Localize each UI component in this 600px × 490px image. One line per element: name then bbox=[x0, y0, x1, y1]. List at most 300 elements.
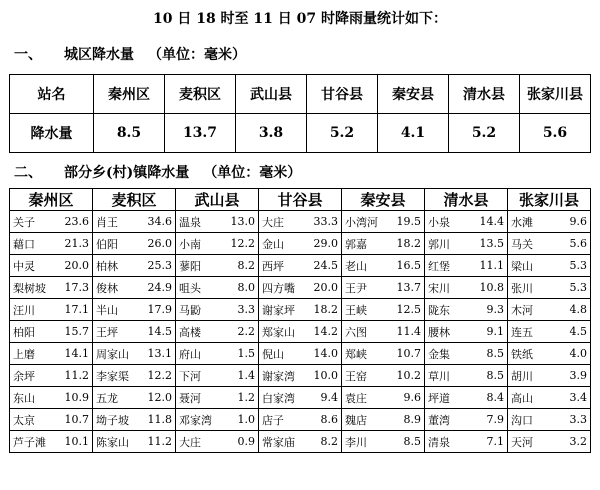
station-name: 坪道 bbox=[428, 391, 450, 405]
station-name: 袁庄 bbox=[345, 391, 367, 405]
station-entry bbox=[262, 412, 338, 428]
table-row bbox=[10, 299, 591, 321]
station-entry bbox=[511, 258, 587, 274]
urban-table-value-row bbox=[10, 114, 591, 153]
station-rainfall: 11.2 bbox=[64, 369, 89, 382]
station-entry bbox=[96, 258, 172, 274]
station-entry bbox=[345, 302, 421, 318]
station-name: 郭川 bbox=[428, 237, 450, 251]
station-rainfall: 26.0 bbox=[147, 237, 172, 250]
station-entry bbox=[179, 434, 255, 450]
header-cell: 麦积区 bbox=[165, 75, 236, 114]
station-entry bbox=[345, 434, 421, 450]
station-rainfall: 10.7 bbox=[64, 413, 89, 426]
station-name: 关子 bbox=[13, 215, 35, 229]
station-entry bbox=[511, 214, 587, 230]
station-rainfall: 3.3 bbox=[569, 413, 587, 426]
station-rainfall: 12.0 bbox=[147, 391, 172, 404]
station-cell bbox=[342, 321, 425, 343]
urban-rainfall-table bbox=[9, 74, 591, 153]
station-rainfall: 5.6 bbox=[569, 237, 587, 250]
station-name: 四方嘴 bbox=[262, 281, 295, 295]
station-entry bbox=[13, 434, 89, 450]
station-entry bbox=[511, 346, 587, 362]
value-cell: 3.8 bbox=[236, 114, 307, 153]
station-name: 李川 bbox=[345, 435, 367, 449]
station-entry bbox=[179, 280, 255, 296]
station-cell bbox=[425, 233, 508, 255]
station-cell bbox=[342, 365, 425, 387]
station-entry bbox=[96, 412, 172, 428]
station-cell bbox=[176, 365, 259, 387]
station-cell bbox=[10, 211, 93, 233]
station-entry bbox=[428, 302, 504, 318]
county-header: 武山县 bbox=[176, 189, 259, 211]
station-cell bbox=[259, 431, 342, 453]
station-cell bbox=[93, 321, 176, 343]
station-rainfall: 14.0 bbox=[313, 347, 338, 360]
station-cell bbox=[10, 277, 93, 299]
station-entry bbox=[96, 390, 172, 406]
station-name: 王峡 bbox=[345, 303, 367, 317]
station-entry bbox=[345, 324, 421, 340]
station-name: 店子 bbox=[262, 413, 284, 427]
station-cell bbox=[508, 299, 591, 321]
station-entry bbox=[13, 302, 89, 318]
station-name: 温泉 bbox=[179, 215, 201, 229]
station-name: 草川 bbox=[428, 369, 450, 383]
section-2-number: 二、 bbox=[14, 165, 42, 181]
station-entry bbox=[262, 236, 338, 252]
station-name: 六图 bbox=[345, 325, 367, 339]
station-entry bbox=[179, 390, 255, 406]
station-cell bbox=[259, 343, 342, 365]
station-entry bbox=[96, 236, 172, 252]
station-entry bbox=[262, 258, 338, 274]
station-entry bbox=[13, 258, 89, 274]
station-name: 腰林 bbox=[428, 325, 450, 339]
station-entry bbox=[262, 324, 338, 340]
station-cell bbox=[425, 387, 508, 409]
station-entry bbox=[511, 368, 587, 384]
station-name: 柏阳 bbox=[13, 325, 35, 339]
station-rainfall: 4.0 bbox=[569, 347, 587, 360]
station-cell bbox=[425, 255, 508, 277]
station-name: 金集 bbox=[428, 347, 450, 361]
station-entry bbox=[345, 236, 421, 252]
station-entry bbox=[96, 346, 172, 362]
urban-table-header-row bbox=[10, 75, 591, 114]
station-rainfall: 7.9 bbox=[486, 413, 504, 426]
station-name: 邓家湾 bbox=[179, 413, 212, 427]
table-row bbox=[10, 233, 591, 255]
station-name: 藉口 bbox=[13, 237, 35, 251]
station-name: 汪川 bbox=[13, 303, 35, 317]
station-name: 天河 bbox=[511, 435, 533, 449]
station-entry bbox=[96, 324, 172, 340]
station-rainfall: 17.9 bbox=[147, 303, 172, 316]
table-row bbox=[10, 387, 591, 409]
station-cell bbox=[10, 343, 93, 365]
station-cell bbox=[176, 299, 259, 321]
station-cell bbox=[93, 365, 176, 387]
station-rainfall: 11.4 bbox=[396, 325, 421, 338]
station-cell bbox=[259, 277, 342, 299]
county-header: 秦州区 bbox=[10, 189, 93, 211]
station-name: 半山 bbox=[96, 303, 118, 317]
station-rainfall: 9.6 bbox=[403, 391, 421, 404]
station-rainfall: 16.5 bbox=[396, 259, 421, 272]
table-row bbox=[10, 343, 591, 365]
station-cell bbox=[508, 211, 591, 233]
station-entry bbox=[13, 412, 89, 428]
table-row bbox=[10, 255, 591, 277]
station-entry bbox=[428, 390, 504, 406]
station-cell bbox=[508, 233, 591, 255]
station-cell bbox=[259, 299, 342, 321]
header-cell: 清水县 bbox=[449, 75, 520, 114]
station-rainfall: 3.4 bbox=[569, 391, 587, 404]
station-name: 下河 bbox=[179, 369, 201, 383]
station-rainfall: 8.0 bbox=[237, 281, 255, 294]
station-rainfall: 18.2 bbox=[313, 303, 338, 316]
station-cell bbox=[342, 431, 425, 453]
station-rainfall: 10.1 bbox=[64, 435, 89, 448]
station-cell bbox=[93, 277, 176, 299]
station-entry bbox=[428, 258, 504, 274]
station-rainfall: 4.5 bbox=[569, 325, 587, 338]
station-name: 老山 bbox=[345, 259, 367, 273]
station-entry bbox=[179, 258, 255, 274]
station-name: 中灵 bbox=[13, 259, 35, 273]
header-cell: 秦州区 bbox=[94, 75, 165, 114]
station-rainfall: 8.2 bbox=[320, 435, 338, 448]
station-cell bbox=[93, 211, 176, 233]
station-name: 董湾 bbox=[428, 413, 450, 427]
station-entry bbox=[179, 368, 255, 384]
section-1-heading bbox=[14, 44, 246, 64]
station-entry bbox=[13, 324, 89, 340]
station-name: 五龙 bbox=[96, 391, 118, 405]
station-name: 白家湾 bbox=[262, 391, 295, 405]
station-rainfall: 5.3 bbox=[569, 281, 587, 294]
county-header: 张家川县 bbox=[508, 189, 591, 211]
station-entry bbox=[345, 368, 421, 384]
county-header: 秦安县 bbox=[342, 189, 425, 211]
station-name: 坳子坡 bbox=[96, 413, 129, 427]
station-rainfall: 10.9 bbox=[64, 391, 89, 404]
station-rainfall: 17.1 bbox=[64, 303, 89, 316]
station-rainfall: 4.8 bbox=[569, 303, 587, 316]
station-cell bbox=[93, 431, 176, 453]
station-rainfall: 0.9 bbox=[237, 435, 255, 448]
station-cell bbox=[508, 255, 591, 277]
station-entry bbox=[13, 214, 89, 230]
station-rainfall: 19.5 bbox=[396, 215, 421, 228]
section-2-label: 部分乡(村)镇降水量 bbox=[64, 165, 190, 181]
station-cell bbox=[508, 365, 591, 387]
station-rainfall: 8.6 bbox=[320, 413, 338, 426]
station-cell bbox=[10, 387, 93, 409]
station-cell bbox=[508, 409, 591, 431]
station-name: 蓼阳 bbox=[179, 259, 201, 273]
station-entry bbox=[345, 346, 421, 362]
value-cell: 5.2 bbox=[449, 114, 520, 153]
station-name: 木河 bbox=[511, 303, 533, 317]
station-entry bbox=[345, 412, 421, 428]
header-cell: 甘谷县 bbox=[307, 75, 378, 114]
station-cell bbox=[259, 365, 342, 387]
table-row bbox=[10, 431, 591, 453]
station-cell bbox=[259, 409, 342, 431]
section-2-unit: （单位：毫米） bbox=[203, 165, 302, 181]
station-entry bbox=[511, 280, 587, 296]
station-cell bbox=[508, 277, 591, 299]
value-cell: 8.5 bbox=[94, 114, 165, 153]
station-name: 陇东 bbox=[428, 303, 450, 317]
station-rainfall: 13.5 bbox=[479, 237, 504, 250]
station-cell bbox=[425, 211, 508, 233]
station-name: 聂河 bbox=[179, 391, 201, 405]
station-entry bbox=[179, 346, 255, 362]
station-rainfall: 14.1 bbox=[64, 347, 89, 360]
station-name: 倪山 bbox=[262, 347, 284, 361]
station-name: 陈家山 bbox=[96, 435, 129, 449]
station-cell bbox=[10, 321, 93, 343]
station-name: 大庄 bbox=[179, 435, 201, 449]
station-rainfall: 25.3 bbox=[147, 259, 172, 272]
station-entry bbox=[179, 214, 255, 230]
station-rainfall: 23.6 bbox=[64, 215, 89, 228]
station-cell bbox=[425, 343, 508, 365]
page-title: 10 日 18 时至 11 日 07 时降雨量统计如下： bbox=[152, 11, 448, 27]
station-rainfall: 9.6 bbox=[569, 215, 587, 228]
station-entry bbox=[428, 434, 504, 450]
station-rainfall: 9.3 bbox=[486, 303, 504, 316]
station-cell bbox=[342, 299, 425, 321]
station-rainfall: 13.1 bbox=[147, 347, 172, 360]
station-entry bbox=[511, 302, 587, 318]
station-rainfall: 1.0 bbox=[237, 413, 255, 426]
section-1-number: 一、 bbox=[14, 47, 42, 63]
station-name: 红堡 bbox=[428, 259, 450, 273]
station-entry bbox=[96, 280, 172, 296]
value-cell: 降水量 bbox=[10, 114, 94, 153]
station-rainfall: 7.1 bbox=[486, 435, 504, 448]
header-cell: 站名 bbox=[10, 75, 94, 114]
station-name: 小湾河 bbox=[345, 215, 378, 229]
station-cell bbox=[259, 211, 342, 233]
station-rainfall: 11.1 bbox=[479, 259, 504, 272]
county-header: 甘谷县 bbox=[259, 189, 342, 211]
station-rainfall: 3.9 bbox=[569, 369, 587, 382]
station-entry bbox=[345, 214, 421, 230]
station-name: 谢家湾 bbox=[262, 369, 295, 383]
section-1-unit: （单位：毫米） bbox=[148, 47, 246, 63]
station-cell bbox=[176, 211, 259, 233]
station-entry bbox=[179, 324, 255, 340]
station-name: 东山 bbox=[13, 391, 35, 405]
header-cell: 秦安县 bbox=[378, 75, 449, 114]
station-entry bbox=[428, 368, 504, 384]
station-entry bbox=[262, 214, 338, 230]
station-name: 宋川 bbox=[428, 281, 450, 295]
station-cell bbox=[425, 321, 508, 343]
station-entry bbox=[179, 302, 255, 318]
station-entry bbox=[428, 412, 504, 428]
station-cell bbox=[259, 255, 342, 277]
station-name: 王坪 bbox=[96, 325, 118, 339]
station-cell bbox=[176, 431, 259, 453]
station-name: 俊林 bbox=[96, 281, 118, 295]
station-name: 马鼢 bbox=[179, 303, 201, 317]
station-name: 西坪 bbox=[262, 259, 284, 273]
station-entry bbox=[511, 236, 587, 252]
county-header: 麦积区 bbox=[93, 189, 176, 211]
station-cell bbox=[425, 299, 508, 321]
station-cell bbox=[508, 321, 591, 343]
station-rainfall: 8.5 bbox=[486, 369, 504, 382]
county-header: 清水县 bbox=[425, 189, 508, 211]
station-entry bbox=[428, 236, 504, 252]
station-entry bbox=[13, 236, 89, 252]
station-rainfall: 14.5 bbox=[147, 325, 172, 338]
station-name: 郑峡 bbox=[345, 347, 367, 361]
station-entry bbox=[262, 390, 338, 406]
station-name: 王窑 bbox=[345, 369, 367, 383]
station-name: 柏林 bbox=[96, 259, 118, 273]
station-name: 魏店 bbox=[345, 413, 367, 427]
station-rainfall: 10.0 bbox=[313, 369, 338, 382]
station-cell bbox=[342, 343, 425, 365]
section-2-heading bbox=[14, 162, 301, 182]
station-cell bbox=[508, 387, 591, 409]
station-rainfall: 13.0 bbox=[230, 215, 255, 228]
station-entry bbox=[511, 412, 587, 428]
station-entry bbox=[428, 324, 504, 340]
station-rainfall: 8.4 bbox=[486, 391, 504, 404]
value-cell: 5.6 bbox=[520, 114, 591, 153]
station-rainfall: 14.4 bbox=[479, 215, 504, 228]
station-cell bbox=[176, 277, 259, 299]
station-entry bbox=[345, 258, 421, 274]
station-entry bbox=[96, 302, 172, 318]
station-entry bbox=[511, 390, 587, 406]
station-name: 王尹 bbox=[345, 281, 367, 295]
station-entry bbox=[262, 368, 338, 384]
station-cell bbox=[93, 343, 176, 365]
station-entry bbox=[345, 390, 421, 406]
station-cell bbox=[425, 365, 508, 387]
table-row bbox=[10, 277, 591, 299]
station-rainfall: 1.4 bbox=[237, 369, 255, 382]
station-name: 铁纸 bbox=[511, 347, 533, 361]
station-rainfall: 12.5 bbox=[396, 303, 421, 316]
station-rainfall: 12.2 bbox=[147, 369, 172, 382]
station-cell bbox=[176, 343, 259, 365]
station-name: 谢家坪 bbox=[262, 303, 295, 317]
station-cell bbox=[342, 211, 425, 233]
station-entry bbox=[96, 434, 172, 450]
station-name: 余坪 bbox=[13, 369, 35, 383]
station-entry bbox=[262, 280, 338, 296]
value-cell: 4.1 bbox=[378, 114, 449, 153]
station-rainfall: 8.2 bbox=[237, 259, 255, 272]
station-cell bbox=[176, 233, 259, 255]
table-row bbox=[10, 211, 591, 233]
station-rainfall: 33.3 bbox=[313, 215, 338, 228]
station-rainfall: 24.5 bbox=[313, 259, 338, 272]
section-1-label: 城区降水量 bbox=[64, 47, 134, 63]
station-rainfall: 24.9 bbox=[147, 281, 172, 294]
station-name: 小南 bbox=[179, 237, 201, 251]
station-cell bbox=[342, 387, 425, 409]
station-rainfall: 34.6 bbox=[147, 215, 172, 228]
station-rainfall: 29.0 bbox=[313, 237, 338, 250]
station-cell bbox=[10, 365, 93, 387]
station-entry bbox=[262, 346, 338, 362]
station-rainfall: 10.8 bbox=[479, 281, 504, 294]
station-name: 芦子滩 bbox=[13, 435, 46, 449]
station-cell bbox=[342, 255, 425, 277]
station-cell bbox=[93, 387, 176, 409]
station-rainfall: 1.2 bbox=[237, 391, 255, 404]
station-entry bbox=[345, 280, 421, 296]
station-cell bbox=[10, 299, 93, 321]
station-rainfall: 3.3 bbox=[237, 303, 255, 316]
value-cell: 5.2 bbox=[307, 114, 378, 153]
station-cell bbox=[176, 255, 259, 277]
station-entry bbox=[262, 302, 338, 318]
table-row bbox=[10, 321, 591, 343]
station-name: 郑家山 bbox=[262, 325, 295, 339]
station-rainfall: 8.5 bbox=[403, 435, 421, 448]
station-rainfall: 20.0 bbox=[64, 259, 89, 272]
station-cell bbox=[259, 321, 342, 343]
station-entry bbox=[428, 346, 504, 362]
station-cell bbox=[176, 387, 259, 409]
station-entry bbox=[96, 368, 172, 384]
station-entry bbox=[428, 214, 504, 230]
station-name: 胡川 bbox=[511, 369, 533, 383]
station-rainfall: 1.5 bbox=[237, 347, 255, 360]
station-cell bbox=[93, 409, 176, 431]
station-name: 水滩 bbox=[511, 215, 533, 229]
station-name: 梨树坡 bbox=[13, 281, 46, 295]
station-rainfall: 13.7 bbox=[396, 281, 421, 294]
station-cell bbox=[10, 431, 93, 453]
station-rainfall: 12.2 bbox=[230, 237, 255, 250]
station-name: 伯阳 bbox=[96, 237, 118, 251]
station-entry bbox=[13, 368, 89, 384]
station-entry bbox=[179, 412, 255, 428]
station-name: 太京 bbox=[13, 413, 35, 427]
station-name: 小泉 bbox=[428, 215, 450, 229]
station-rainfall: 17.3 bbox=[64, 281, 89, 294]
station-name: 大庄 bbox=[262, 215, 284, 229]
station-cell bbox=[93, 233, 176, 255]
station-cell bbox=[508, 431, 591, 453]
station-cell bbox=[176, 321, 259, 343]
station-rainfall: 14.2 bbox=[313, 325, 338, 338]
header-cell: 武山县 bbox=[236, 75, 307, 114]
station-rainfall: 18.2 bbox=[396, 237, 421, 250]
station-entry bbox=[13, 390, 89, 406]
station-entry bbox=[428, 280, 504, 296]
station-name: 咀头 bbox=[179, 281, 201, 295]
station-cell bbox=[259, 233, 342, 255]
station-cell bbox=[93, 299, 176, 321]
